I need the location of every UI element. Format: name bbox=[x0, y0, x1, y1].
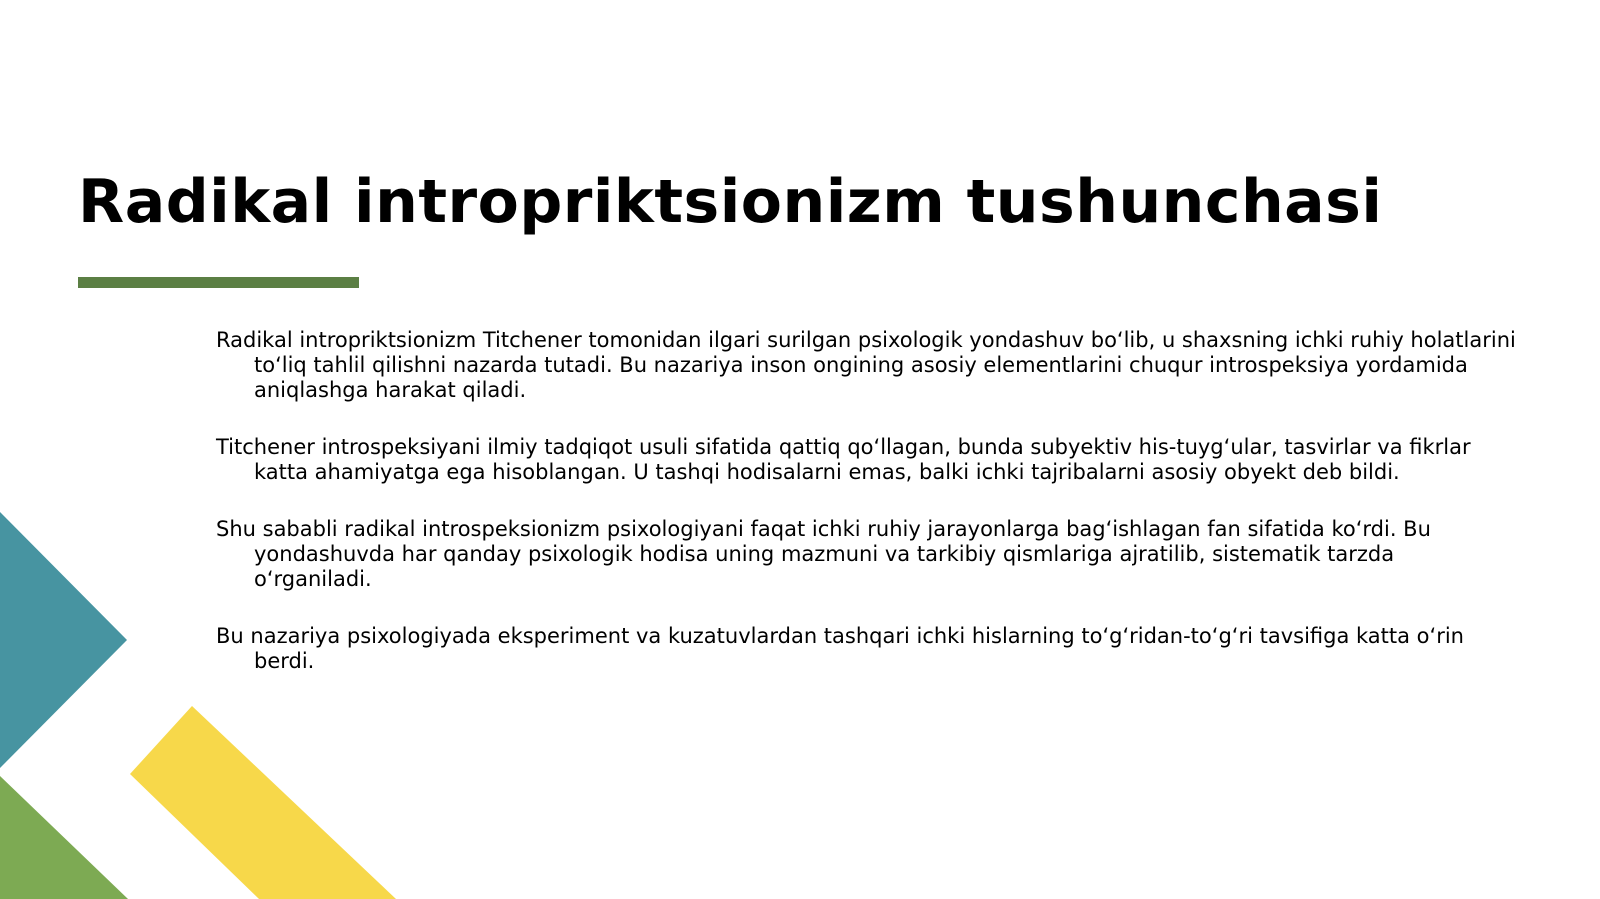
green-triangle-shape bbox=[0, 776, 128, 899]
slide-title: Radikal intropriktsionizm tushunchasi bbox=[78, 167, 1383, 237]
yellow-stripe-shape bbox=[130, 706, 396, 899]
teal-triangle-shape bbox=[0, 512, 127, 768]
paragraph: Radikal intropriktsionizm Titchener tomonidan ilgari surilgan psixologik yondashuv bo‘lib, u shaxsning ichki ruhiy holatlarini to‘liq tahlil qilishni nazarda tutadi. Bu nazariya inson ongining asosiy elementlarini chuqur introspeksiya yordamida aniqlashga harakat qiladi. bbox=[216, 328, 1516, 402]
paragraph: Bu nazariya psixologiyada eksperiment va kuzatuvlardan tashqari ichki hislarning to‘g‘ridan-to‘g‘ri tavsifiga katta o‘rin berdi. bbox=[216, 624, 1464, 673]
title-underline bbox=[78, 277, 359, 288]
paragraph: Titchener introspeksiyani ilmiy tadqiqot usuli sifatida qattiq qo‘llagan, bunda subyektiv his-tuyg‘ular, tasvirlar va fikrlar katta ahamiyatga ega hisoblangan. U tashqi hodisalarni emas, balki ichki tajribalarni asosiy obyekt deb bildi. bbox=[216, 435, 1471, 484]
paragraph: Shu sababli radikal introspeksionizm psixologiyani faqat ichki ruhiy jarayonlarga bag‘ishlagan fan sifatida ko‘rdi. Bu yondashuvda har qanday psixologik hodisa uning mazmuni va tarkibiy qismlariga ajratilib, sistematik tarzda o‘rganiladi. bbox=[216, 517, 1431, 591]
body-text bbox=[216, 328, 1516, 706]
